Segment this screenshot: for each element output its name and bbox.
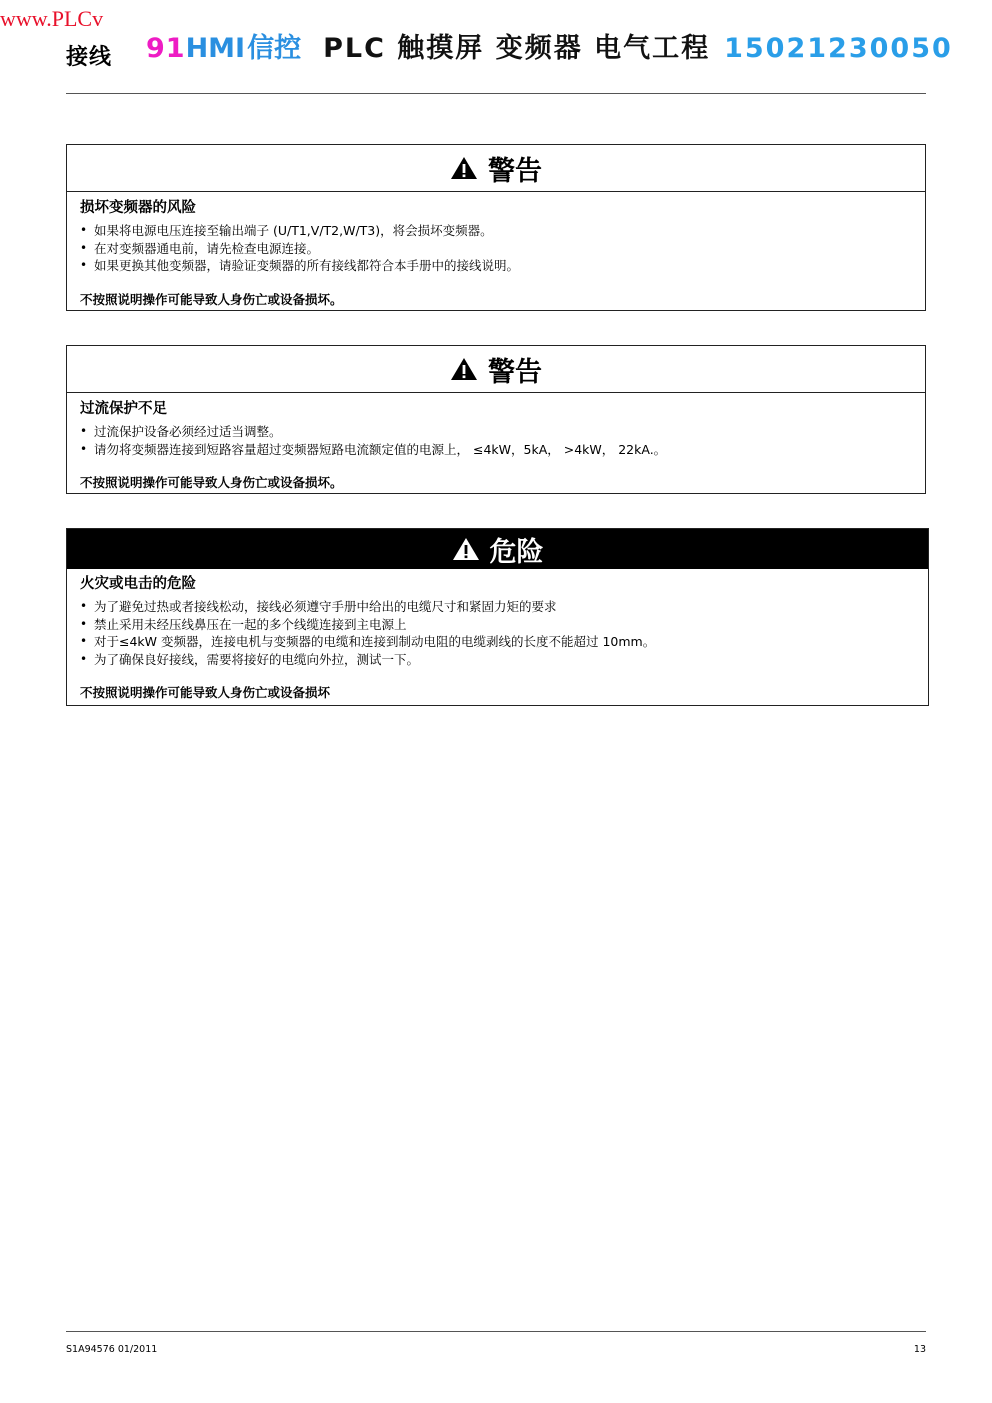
danger-triangle-icon: [452, 537, 480, 561]
list-item: • 过流保护设备必须经过适当调整。: [80, 423, 912, 441]
list-item: • 为了避免过热或者接线松动，接线必须遵守手册中给出的电缆尺寸和紧固力矩的要求: [80, 598, 915, 616]
header-divider: [66, 93, 926, 94]
hazard-list: [80, 222, 912, 275]
list-item: • 对于≤4kW 变频器，连接电机与变频器的电缆和连接到制动电阻的电缆剥线的长度不能超过 10mm。: [80, 633, 915, 651]
watermark-url: www.PLCv: [0, 6, 104, 31]
banner-slogan: PLC 触摸屏 变频器 电气工程: [323, 33, 711, 64]
list-item: • 禁止采用未经压线鼻压在一起的多个线缆连接到主电源上: [80, 616, 915, 634]
notice-header: [67, 145, 925, 192]
list-item: • 在对变频器通电前，请先检查电源连接。: [80, 240, 912, 258]
notice-header: [67, 529, 928, 569]
consequence-statement: 不按照说明操作可能导致人身伤亡或设备损坏。: [80, 291, 343, 307]
signal-word: 警告: [488, 356, 542, 388]
hazard-list: [80, 423, 912, 458]
advertising-banner: [146, 26, 953, 65]
hazard-list: [80, 598, 915, 668]
hazard-title: 火灾或电击的危险: [80, 576, 196, 592]
consequence-statement: 不按照说明操作可能导致人身伤亡或设备损坏。: [80, 475, 343, 490]
banner-brand-cn: 信控: [247, 33, 302, 64]
warning-triangle-icon: [450, 357, 478, 381]
signal-word: 危险: [489, 536, 544, 568]
list-item: • 如果更换其他变频器，请验证变频器的所有接线都符合本手册中的接线说明。: [80, 257, 912, 275]
banner-brand: 91: [146, 33, 186, 64]
warning-notice-overcurrent: [66, 345, 926, 494]
section-title: 接线: [66, 45, 113, 70]
banner-brand-hmi: HMI: [185, 33, 246, 64]
document-reference: S1A94576 01/2011: [66, 1344, 158, 1355]
signal-word: 警告: [488, 155, 542, 187]
warning-triangle-icon: [450, 156, 478, 180]
hazard-title: 损坏变频器的风险: [80, 200, 196, 216]
list-item: • 如果将电源电压连接至输出端子 (U/T1,V/T2,W/T3)，将会损坏变频器。: [80, 222, 912, 240]
warning-notice-inverter-damage: [66, 144, 926, 311]
hazard-title: 过流保护不足: [80, 401, 167, 417]
notice-header: [67, 346, 925, 393]
banner-phone: 15021230050: [724, 33, 953, 64]
danger-notice-fire-shock: [66, 528, 929, 706]
page-number: 13: [913, 1344, 926, 1355]
list-item: • 请勿将变频器连接到短路容量超过变频器短路电流额定值的电源上， ≤4kW，5kA， >4kW， 22kA.。: [80, 441, 912, 459]
footer-divider: [66, 1331, 926, 1332]
consequence-statement: 不按照说明操作可能导致人身伤亡或设备损坏: [80, 685, 331, 700]
list-item: • 为了确保良好接线，需要将接好的电缆向外拉，测试一下。: [80, 651, 915, 669]
